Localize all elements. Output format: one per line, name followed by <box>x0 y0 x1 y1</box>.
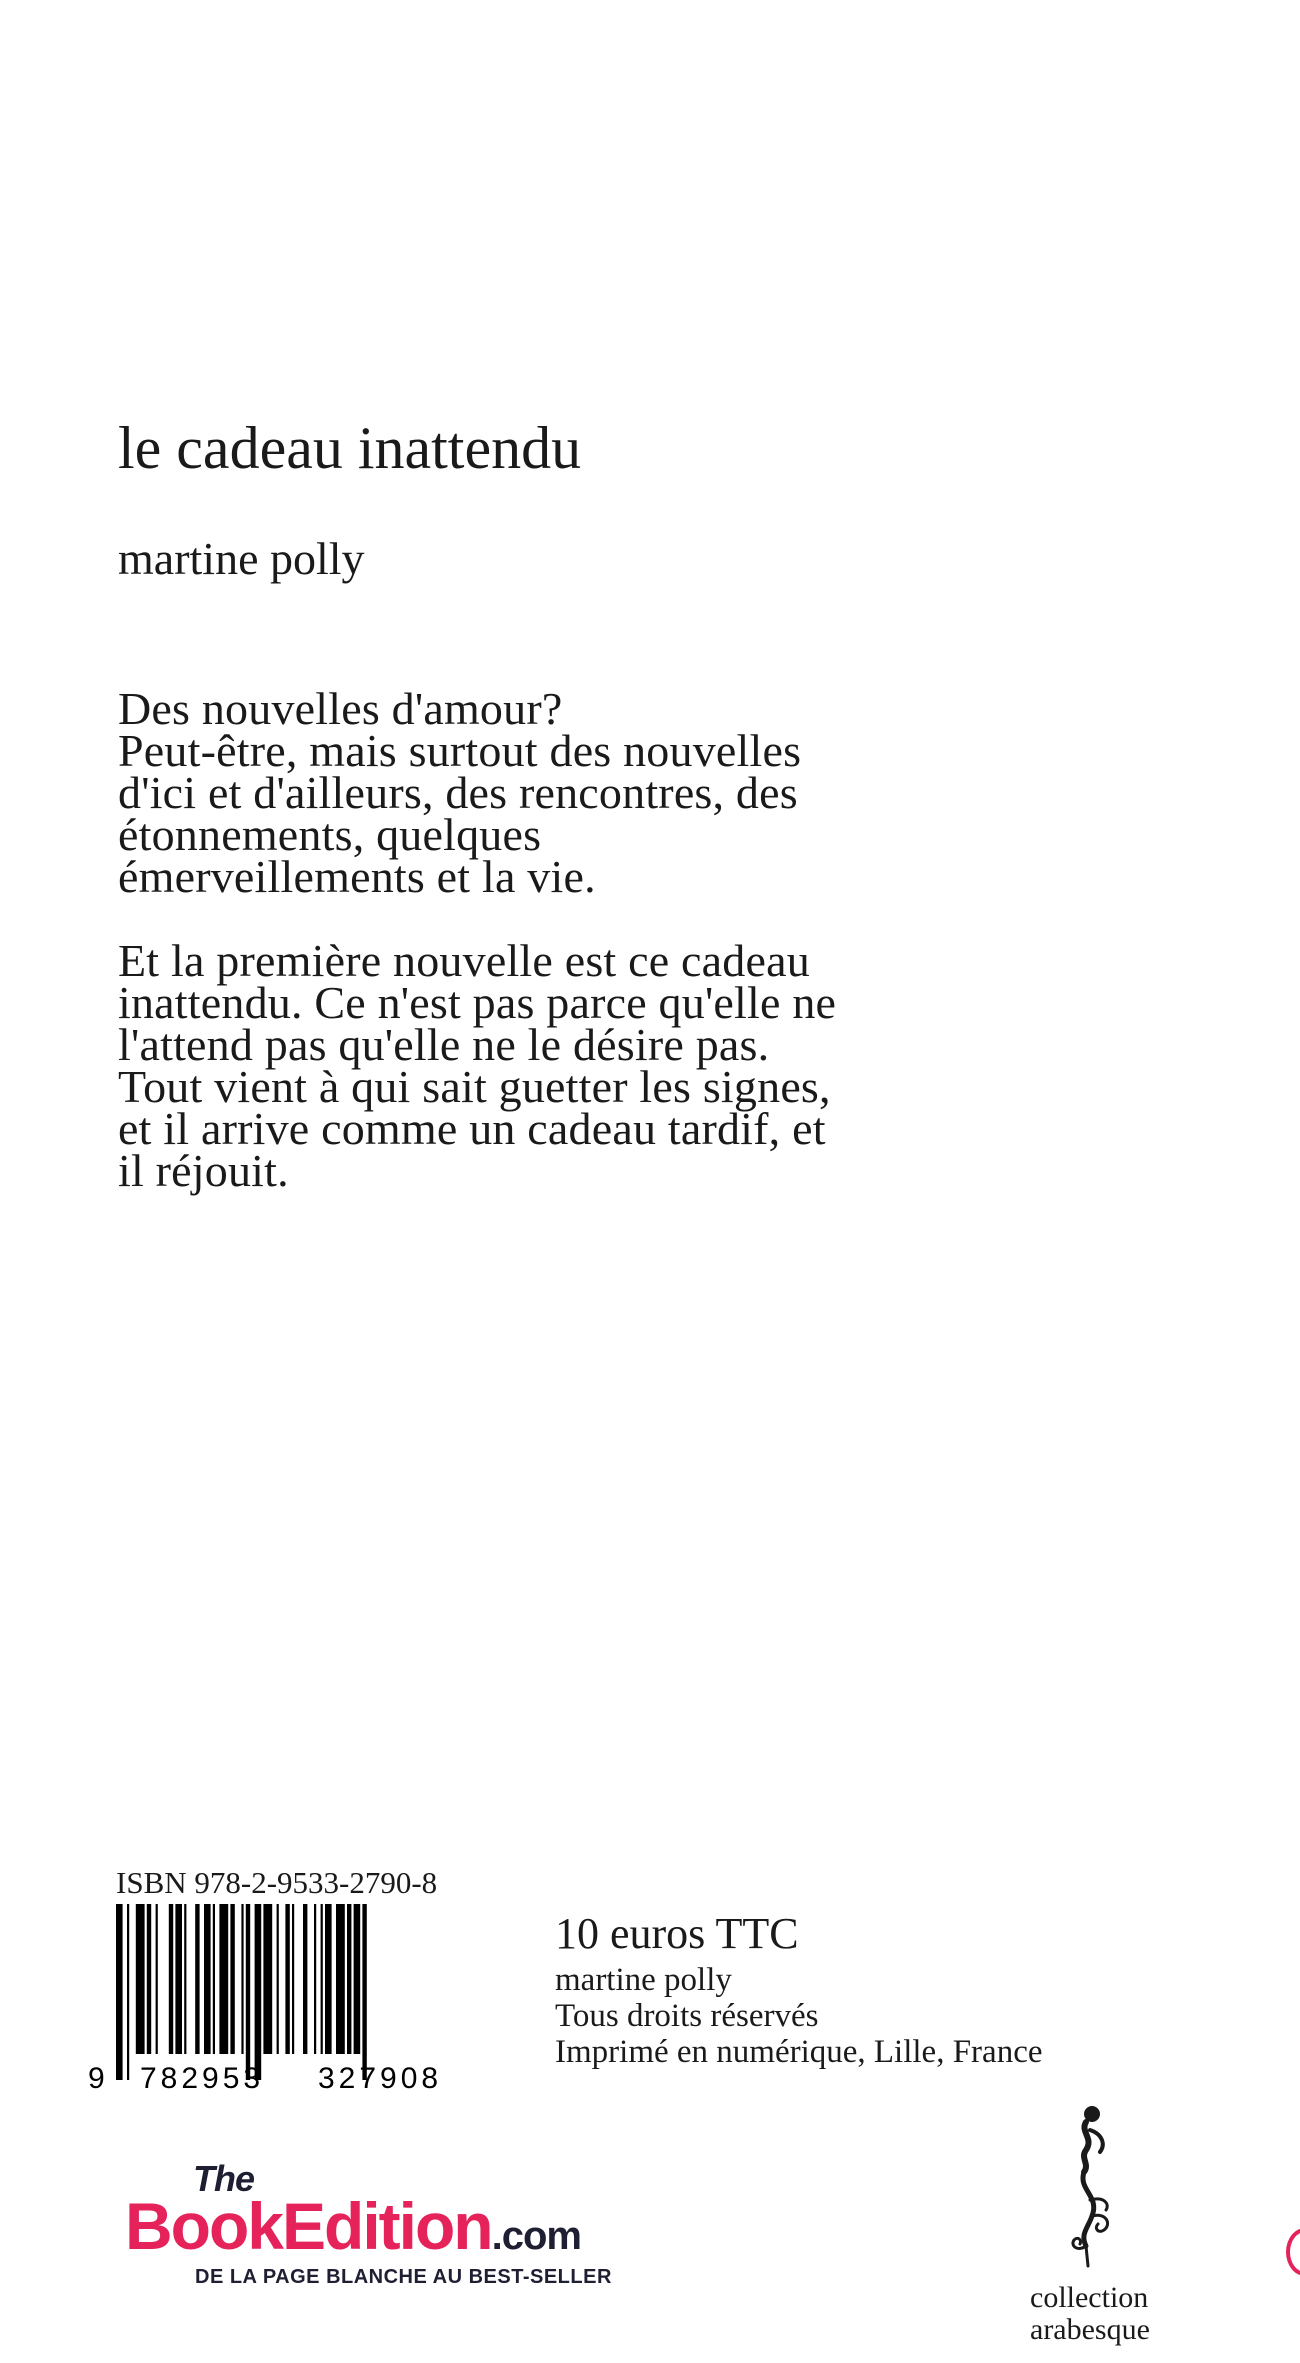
blurb-line: il réjouit. <box>118 1145 289 1196</box>
book-author: martine polly <box>118 533 365 584</box>
barcode-bar <box>354 1904 361 2054</box>
barcode-bar <box>175 1904 182 2054</box>
barcode-bar <box>219 1904 228 2054</box>
publisher-logo <box>125 2158 705 2298</box>
logo-brand <box>125 2188 581 2264</box>
blurb-line: étonnements, quelques <box>118 809 542 860</box>
barcode-bar <box>336 1904 345 2054</box>
collection-label <box>1030 2282 1150 2346</box>
blurb-line: Des nouvelles d'amour? <box>118 683 563 734</box>
barcode-bar <box>362 1904 366 2080</box>
blurb-paragraph-1 <box>118 683 1018 902</box>
barcode <box>82 1904 492 2094</box>
book-title: le cadeau inattendu <box>118 415 582 481</box>
blurb-paragraph-2 <box>118 935 1018 1196</box>
barcode-bar <box>241 1904 243 2054</box>
blurb-line: d'ici et d'ailleurs, des rencontres, des <box>118 767 798 818</box>
edge-circle-icon <box>1286 2228 1300 2276</box>
barcode-bar <box>246 1904 250 2080</box>
blurb-line: l'attend pas qu'elle ne le désire pas. <box>118 1019 770 1070</box>
barcode-bar <box>213 1904 215 2054</box>
price: 10 euros TTC <box>555 1909 799 1958</box>
logo-brand-main: BookEdition <box>125 2189 492 2263</box>
blurb-line: Peut-être, mais surtout des nouvelles <box>118 725 802 776</box>
barcode-first-digit: 9 <box>88 2062 105 2094</box>
imprint-block <box>555 1909 1043 2070</box>
barcode-bar <box>156 1904 158 2054</box>
barcode-bar <box>325 1904 332 2054</box>
barcode-bar <box>136 1904 145 2054</box>
barcode-bar <box>230 1904 234 2054</box>
barcode-bar <box>147 1904 151 2054</box>
collection-line-2: arabesque <box>1030 2313 1150 2346</box>
barcode-bar <box>204 1904 211 2054</box>
blurb <box>118 683 1018 1234</box>
imprint-author: martine polly <box>555 1962 732 1998</box>
logo-brand-suffix: .com <box>491 2214 581 2258</box>
logo-the: The <box>193 2158 255 2199</box>
blurb-line: Et la première nouvelle est ce cadeau <box>118 935 810 986</box>
imprint-rights: Tous droits réservés <box>555 1998 819 2034</box>
blurb-line: inattendu. Ce n'est pas parce qu'elle ne <box>118 977 837 1028</box>
barcode-bar <box>321 1904 323 2054</box>
barcode-bar <box>116 1904 123 2080</box>
barcode-bar <box>285 1904 289 2054</box>
barcode-bar <box>314 1904 316 2054</box>
barcode-bar <box>263 1904 272 2054</box>
logo-tagline: DE LA PAGE BLANCHE AU BEST-SELLER <box>195 2266 612 2288</box>
barcode-bar <box>303 1904 307 2054</box>
barcode-bar <box>347 1904 351 2054</box>
blurb-line: Tout vient à qui sait guetter les signes, <box>118 1061 831 1112</box>
barcode-graphic <box>82 1904 492 2094</box>
barcode-bar <box>169 1904 173 2054</box>
arabesque-figure-icon <box>1050 2100 1130 2270</box>
barcode-bar <box>277 1904 279 2054</box>
blurb-line: émerveillements et la vie. <box>118 851 596 902</box>
isbn-label: ISBN 978-2-9533-2790-8 <box>116 1865 438 1900</box>
barcode-digits-left: 782953 <box>140 2062 265 2094</box>
barcode-bar <box>195 1904 199 2054</box>
collection-mark <box>1010 2100 1170 2346</box>
barcode-bar <box>292 1904 294 2054</box>
barcode-bar <box>184 1904 186 2054</box>
imprint-printed: Imprimé en numérique, Lille, France <box>555 2034 1043 2070</box>
barcode-digits-right: 327908 <box>318 2062 443 2094</box>
barcode-bar <box>127 1904 129 2080</box>
collection-line-1: collection <box>1030 2281 1149 2314</box>
blurb-line: et il arrive comme un cadeau tardif, et <box>118 1103 826 1154</box>
barcode-bar <box>255 1904 262 2080</box>
